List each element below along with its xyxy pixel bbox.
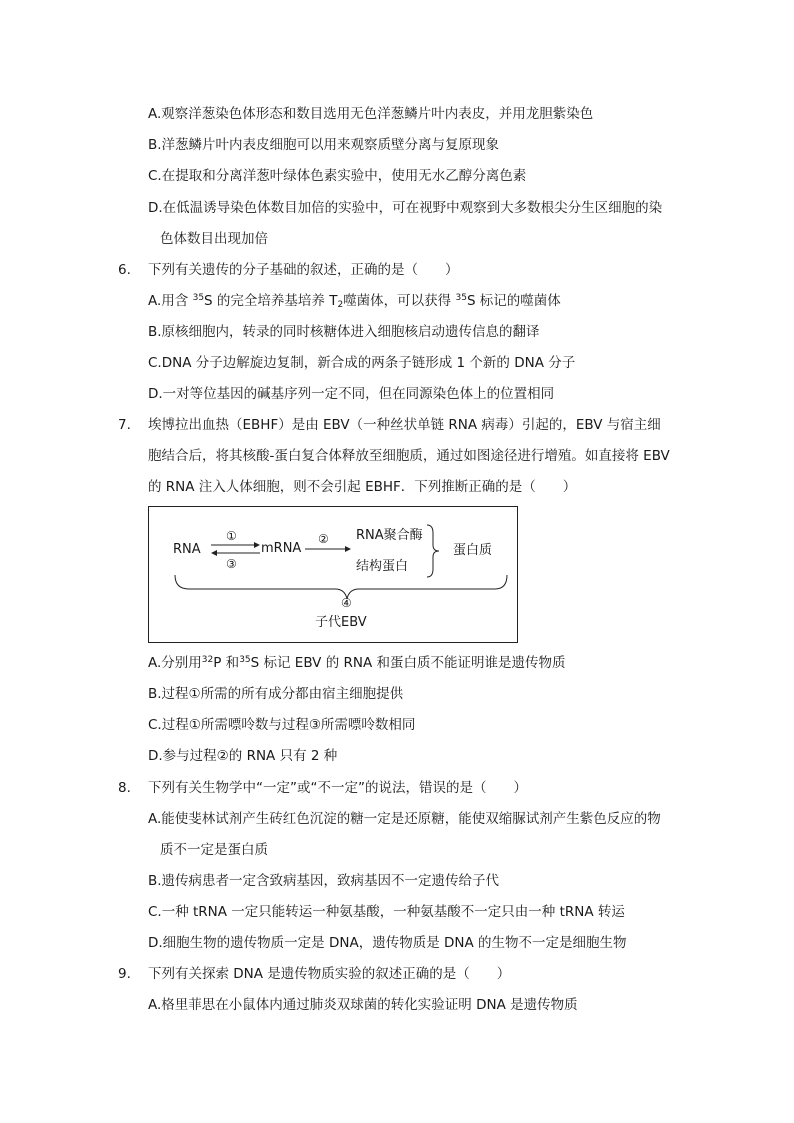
q8-stem: 下列有关生物学中“一定”或“不一定”的说法，错误的是（ ） — [148, 780, 527, 796]
label-mrna: mRNA — [261, 541, 302, 556]
q7-number: 7. — [118, 417, 131, 433]
q7-option-a: A.分别用$^{32}$P 和$^{35}$S 标记 EBV 的 RNA 和蛋白质不能证明谁是遗传物质 — [148, 655, 566, 671]
protein-brace — [427, 525, 439, 577]
q9-option-a: A.格里菲思在小鼠体内通过肺炎双球菌的转化实验证明 DNA 是遗传物质 — [148, 997, 578, 1013]
q7-option-d: D.参与过程②的 RNA 只有 2 种 — [148, 748, 338, 764]
q7-stem-line1: 埃博拉出血热（EBHF）是由 EBV（一种丝状单链 RNA 病毒）引起的，EBV 与宿主细 — [148, 417, 661, 433]
q7-stem-line2: 胞结合后，将其核酸-蛋白复合体释放至细胞质，通过如图途径进行增殖。如直接将 EBV — [148, 448, 670, 464]
q5-option-d: D.在低温诱导染色体数目加倍的实验中，可在视野中观察到大多数根尖分生区细胞的染 — [148, 200, 663, 216]
q6-option-a: A.用含 $^{35}$S 的完全培养基培养 $T_2$噬菌体，可以获得 $^{35}$S 标记的噬菌体 — [148, 293, 561, 310]
label-rna: RNA — [173, 542, 201, 557]
label-offspring-ebv: 子代EBV — [315, 615, 367, 630]
label-structural-protein: 结构蛋白 — [356, 559, 409, 574]
q5-option-d-cont: 色体数目出现加倍 — [160, 231, 268, 247]
q5-option-c: C.在提取和分离洋葱叶绿体色素实验中，使用无水乙醇分离色素 — [148, 168, 527, 184]
label-step1: ① — [226, 529, 237, 543]
q7-stem-line3: 的 RNA 注入人体细胞，则不会引起 EBHF．下列推断正确的是（ ） — [148, 479, 577, 495]
q8-option-b: B.遗传病患者一定含致病基因，致病基因不一定遗传给子代 — [148, 873, 500, 889]
arrow-step3-head — [211, 550, 217, 556]
q5-option-a: A.观察洋葱染色体形态和数目选用无色洋葱鳞片叶内表皮，并用龙胆紫染色 — [148, 106, 594, 122]
arrow-step2-head — [345, 546, 351, 552]
label-step4: ④ — [341, 596, 352, 610]
q6-number: 6. — [118, 262, 131, 278]
q9-stem: 下列有关探索 DNA 是遗传物质实验的叙述正确的是（ ） — [148, 966, 511, 982]
q8-option-a: A.能使斐林试剂产生砖红色沉淀的糖一定是还原糖，能使双缩脲试剂产生紫色反应的物 — [148, 811, 661, 827]
label-step3: ③ — [226, 557, 237, 571]
q6-option-c: C.DNA 分子边解旋边复制，新合成的两条子链形成 1 个新的 DNA 分子 — [148, 355, 576, 371]
q5-option-b: B.洋葱鳞片叶内表皮细胞可以用来观察质壁分离与复原现象 — [148, 137, 500, 153]
label-step2: ② — [318, 532, 329, 546]
q7-option-c: C.过程①所需嘌呤数与过程③所需嘌呤数相同 — [148, 717, 416, 733]
q6-option-b: B.原核细胞内，转录的同时核糖体进入细胞核启动遗传信息的翻译 — [148, 324, 540, 340]
q9-number: 9. — [118, 966, 131, 982]
q8-option-c: C.一种 tRNA 一定只能转运一种氨基酸，一种氨基酸不一定只由一种 tRNA 转运 — [148, 904, 625, 920]
q8-option-d: D.细胞生物的遗传物质一定是 DNA，遗传物质是 DNA 的生物不一定是细胞生物 — [148, 935, 627, 951]
q6-option-d: D.一对等位基因的碱基序列一定不同，但在同源染色体上的位置相同 — [148, 386, 555, 402]
q6-stem: 下列有关遗传的分子基础的叙述，正确的是（ ） — [148, 262, 459, 278]
label-rna-polymerase: RNA聚合酶 — [356, 528, 423, 543]
q8-number: 8. — [118, 780, 131, 796]
q8-option-a-cont: 质不一定是蛋白质 — [160, 842, 268, 858]
q7-option-b: B.过程①所需的所有成分都由宿主细胞提供 — [148, 686, 404, 702]
label-protein: 蛋白质 — [453, 543, 493, 558]
ebv-replication-diagram — [148, 506, 518, 643]
arrow-step1-head — [254, 542, 260, 548]
